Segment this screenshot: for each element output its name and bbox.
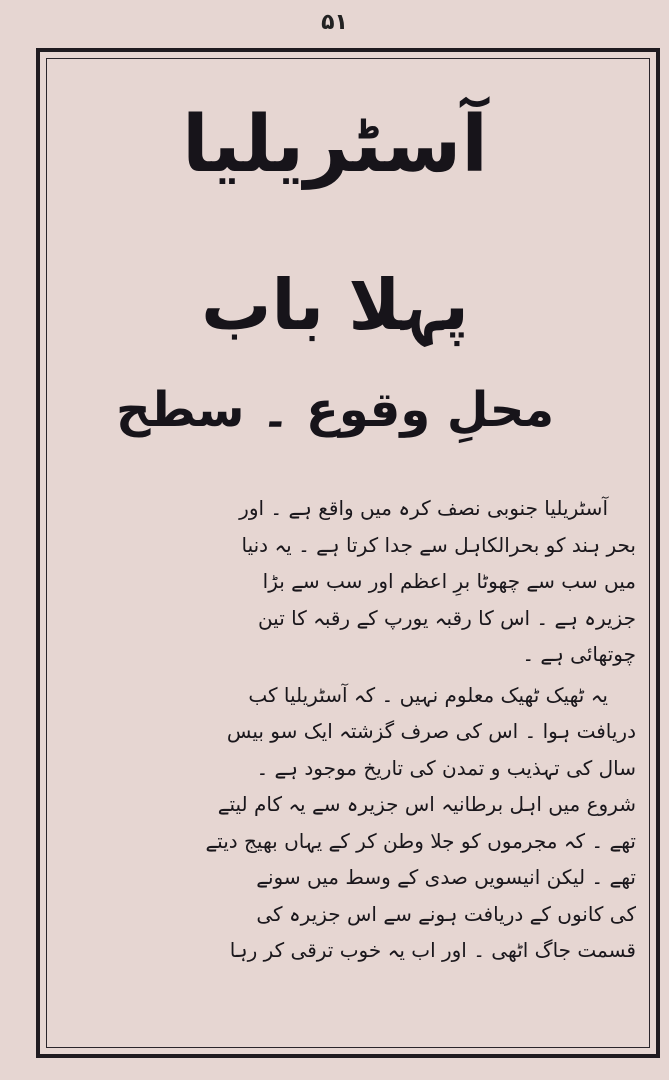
chapter-heading: پہلا باب	[201, 264, 469, 346]
text-line: چوتھائی ہے ۔	[522, 642, 636, 666]
text-line: تھے ۔ کہ مجرموں کو جلا وطن کر کے یہاں بھیج دیتے	[205, 828, 636, 853]
text-line: میں سب سے چھوٹا برِ اعظم اور سب سے بڑا	[262, 569, 636, 593]
body-text	[66, 490, 636, 969]
page-title: آسٹریلیا	[181, 100, 489, 190]
text-line: سال کی تہذیب و تمدن کی تاریخ موجود ہے ۔	[256, 755, 636, 780]
page-number: ۵۱	[321, 10, 348, 35]
text-line: دریافت ہوا ۔ اس کی صرف گزشتہ ایک سو بیس	[226, 719, 636, 743]
text-line: تھے ۔ لیکن انیسویں صدی کے وسط میں سونے	[256, 865, 636, 889]
text-line: یہ ٹھیک ٹھیک معلوم نہیں ۔ کہ آسٹریلیا کب	[248, 682, 608, 707]
text-line: بحر ہند کو بحرالکاہل سے جدا کرتا ہے ۔ یہ دنیا	[241, 532, 636, 557]
text-line: شروع میں اہل برطانیہ اس جزیرہ سے یہ کام لیتے	[217, 792, 636, 816]
text-line: آسٹریلیا جنوبی نصف کرہ میں واقع ہے ۔ اور	[239, 496, 608, 520]
text-line: کی کانوں کے دریافت ہونے سے اس جزیرہ کی	[256, 901, 636, 926]
section-subheading: محلِ وقوع ۔ سطح	[115, 382, 555, 438]
text-line: جزیرہ ہے ۔ اس کا رقبہ یورپ کے رقبہ کا تین	[257, 605, 636, 630]
text-line: قسمت جاگ اٹھی ۔ اور اب یہ خوب ترقی کر رہا	[229, 938, 636, 962]
